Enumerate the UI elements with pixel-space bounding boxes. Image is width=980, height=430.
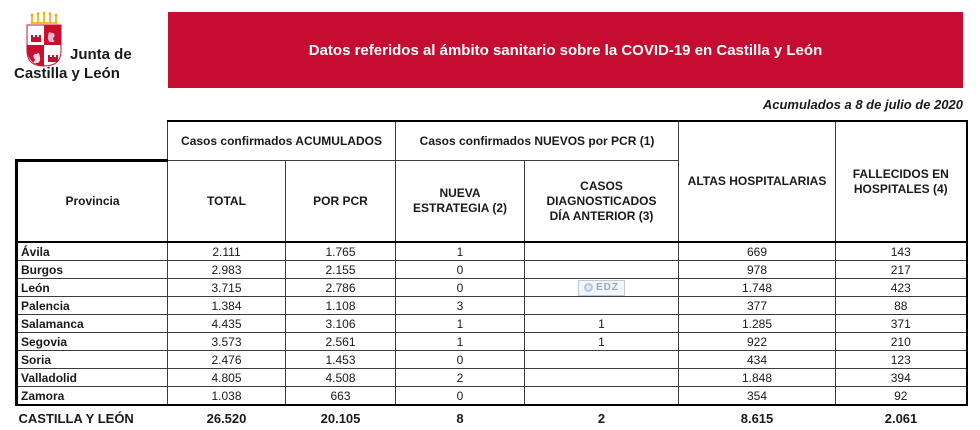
cell-por-pcr: 2.155 xyxy=(286,261,396,279)
group-header-row xyxy=(17,121,967,161)
cell-altas: 377 xyxy=(679,297,836,315)
cell-diag xyxy=(525,279,679,297)
cell-altas: 669 xyxy=(679,242,836,261)
cell-altas: 978 xyxy=(679,261,836,279)
cell-nueva: 0 xyxy=(396,279,525,297)
cell-por-pcr: 2.561 xyxy=(286,333,396,351)
table-row xyxy=(17,333,967,351)
cell-fallecidos: 123 xyxy=(836,351,967,369)
cell-province: Valladolid xyxy=(17,369,168,387)
cell-por-pcr: 1.765 xyxy=(286,242,396,261)
table-row xyxy=(17,261,967,279)
junta-logo xyxy=(14,12,169,90)
total-diag: 2 xyxy=(597,410,606,426)
column-header-por-pcr: POR PCR xyxy=(286,161,396,243)
table-row xyxy=(17,297,967,315)
cell-nueva: 1 xyxy=(396,333,525,351)
cell-por-pcr: 663 xyxy=(286,387,396,406)
cell-nueva: 1 xyxy=(396,242,525,261)
edz-watermark: EDZ xyxy=(578,280,625,296)
coat-of-arms-icon xyxy=(20,12,68,68)
cell-province: Palencia xyxy=(17,297,168,315)
table-row xyxy=(17,351,967,369)
cell-province: Zamora xyxy=(17,387,168,406)
cell-province: León xyxy=(17,279,168,297)
table-row xyxy=(17,369,967,387)
corner-spacer xyxy=(17,121,168,161)
total-total: 26.520 xyxy=(206,410,247,426)
cell-por-pcr: 4.508 xyxy=(286,369,396,387)
cell-fallecidos: 143 xyxy=(836,242,967,261)
cell-altas: 1.285 xyxy=(679,315,836,333)
cell-diag xyxy=(525,387,679,406)
total-province-label: CASTILLA Y LEÓN xyxy=(18,410,134,426)
cell-province: Soria xyxy=(17,351,168,369)
cell-diag xyxy=(525,242,679,261)
table-row xyxy=(17,387,967,406)
table-row xyxy=(17,279,967,297)
cell-total: 1.384 xyxy=(168,297,286,315)
cell-altas: 434 xyxy=(679,351,836,369)
cell-altas: 354 xyxy=(679,387,836,406)
data-table xyxy=(15,120,968,430)
cell-diag: 1 xyxy=(525,333,679,351)
cell-por-pcr: 1.453 xyxy=(286,351,396,369)
group-header-accumulated: Casos confirmados ACUMULADOS xyxy=(168,121,396,161)
cell-total: 2.983 xyxy=(168,261,286,279)
cell-nueva: 0 xyxy=(396,387,525,406)
cell-fallecidos: 423 xyxy=(836,279,967,297)
cell-nueva: 2 xyxy=(396,369,525,387)
cell-por-pcr: 1.108 xyxy=(286,297,396,315)
cell-por-pcr: 2.786 xyxy=(286,279,396,297)
cell-province: Burgos xyxy=(17,261,168,279)
as-of-date-label: Acumulados a 8 de julio de 2020 xyxy=(762,97,963,112)
cell-nueva: 0 xyxy=(396,261,525,279)
cell-total: 2.476 xyxy=(168,351,286,369)
logo-text-line2: Castilla y León xyxy=(14,65,120,82)
cell-total: 4.435 xyxy=(168,315,286,333)
cell-diag xyxy=(525,351,679,369)
logo-text-line1: Junta de xyxy=(70,46,132,63)
cell-total: 4.805 xyxy=(168,369,286,387)
cell-total: 2.111 xyxy=(168,242,286,261)
edz-watermark-icon xyxy=(584,283,593,292)
column-header-total: TOTAL xyxy=(168,161,286,243)
cell-fallecidos: 371 xyxy=(836,315,967,333)
covid-data-table xyxy=(15,120,968,430)
column-header-altas: ALTAS HOSPITALARIAS xyxy=(679,121,836,242)
total-fallecidos: 2.061 xyxy=(884,410,918,426)
total-por-pcr: 20.105 xyxy=(320,410,361,426)
total-altas: 8.615 xyxy=(740,410,774,426)
table-row xyxy=(17,242,967,261)
cell-fallecidos: 394 xyxy=(836,369,967,387)
cell-total: 3.573 xyxy=(168,333,286,351)
cell-fallecidos: 88 xyxy=(836,297,967,315)
cell-altas: 922 xyxy=(679,333,836,351)
cell-fallecidos: 217 xyxy=(836,261,967,279)
column-header-nueva-estrategia: NUEVA ESTRATEGIA (2) xyxy=(396,161,525,243)
column-header-province: Provincia xyxy=(17,161,168,243)
cell-diag xyxy=(525,261,679,279)
column-header-diag-anterior: CASOS DIAGNOSTICADOS DÍA ANTERIOR (3) xyxy=(525,161,679,243)
cell-fallecidos: 92 xyxy=(836,387,967,406)
group-header-new-pcr: Casos confirmados NUEVOS por PCR (1) xyxy=(396,121,679,161)
cell-altas: 1.848 xyxy=(679,369,836,387)
table-row xyxy=(17,315,967,333)
page-title: Datos referidos al ámbito sanitario sobre la COVID-19 en Castilla y León xyxy=(308,41,823,59)
title-banner xyxy=(168,12,963,88)
cell-nueva: 0 xyxy=(396,351,525,369)
cell-diag: 1 xyxy=(525,315,679,333)
cell-nueva: 3 xyxy=(396,297,525,315)
cell-nueva: 1 xyxy=(396,315,525,333)
cell-altas: 1.748 xyxy=(679,279,836,297)
cell-por-pcr: 3.106 xyxy=(286,315,396,333)
total-nueva: 8 xyxy=(456,410,464,426)
column-header-fallecidos: FALLECIDOS EN HOSPITALES (4) xyxy=(836,121,967,242)
cell-province: Salamanca xyxy=(17,315,168,333)
cell-total: 3.715 xyxy=(168,279,286,297)
cell-province: Segovia xyxy=(17,333,168,351)
cell-total: 1.038 xyxy=(168,387,286,406)
cell-fallecidos: 210 xyxy=(836,333,967,351)
cell-diag xyxy=(525,369,679,387)
cell-province: Ávila xyxy=(17,242,168,261)
cell-diag xyxy=(525,297,679,315)
